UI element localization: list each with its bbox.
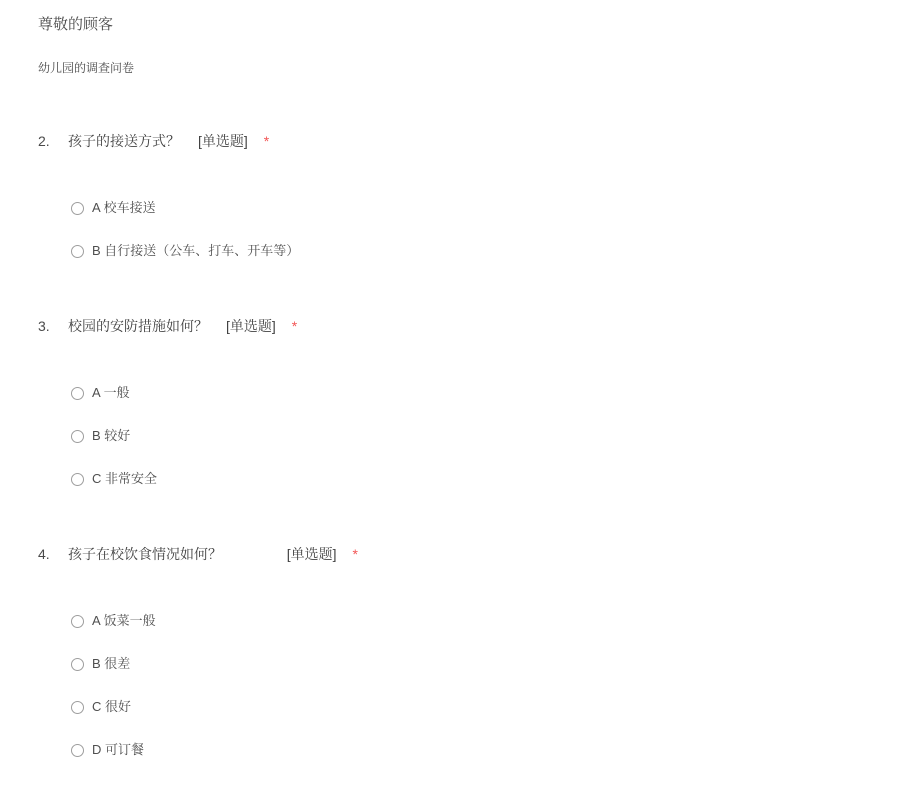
question-options [71, 384, 860, 488]
required-asterisk: * [352, 546, 358, 562]
radio-button-icon[interactable] [71, 245, 84, 258]
radio-button-icon[interactable] [71, 202, 84, 215]
question-options [71, 199, 860, 260]
question-block [38, 317, 860, 488]
option-label[interactable]: B 较好 [92, 428, 131, 443]
question-number: 4. [38, 546, 50, 562]
option-label[interactable]: A 一般 [92, 385, 130, 400]
option-row[interactable] [71, 199, 860, 217]
radio-button-icon[interactable] [71, 430, 84, 443]
question-number: 2. [38, 133, 50, 149]
radio-button-icon[interactable] [71, 473, 84, 486]
question-text: 校园的安防措施如何？ [68, 318, 208, 334]
option-row[interactable] [71, 470, 860, 488]
question-type-tag: [单选题] [226, 318, 276, 334]
option-label[interactable]: C 非常安全 [92, 471, 158, 486]
radio-button-icon[interactable] [71, 744, 84, 757]
option-label[interactable]: B 自行接送（公车、打车、开车等） [92, 243, 300, 258]
option-label[interactable]: A 饭菜一般 [92, 613, 156, 628]
radio-button-icon[interactable] [71, 658, 84, 671]
radio-button-icon[interactable] [71, 615, 84, 628]
option-row[interactable] [71, 427, 860, 445]
question-header [38, 545, 860, 564]
question-text: 孩子在校饮食情况如何？ [68, 546, 269, 562]
question-type-tag: [单选题] [198, 133, 248, 149]
option-label[interactable]: D 可订餐 [92, 742, 145, 757]
question-block [38, 545, 860, 759]
option-label[interactable]: A 校车接送 [92, 200, 156, 215]
option-row[interactable] [71, 242, 860, 260]
question-number: 3. [38, 318, 50, 334]
question-block [38, 132, 860, 260]
form-title: 尊敬的顾客 [38, 16, 114, 33]
question-header [38, 317, 860, 336]
form-subtitle: 幼儿园的调查问卷 [38, 61, 135, 75]
question-header [38, 132, 860, 151]
required-asterisk: * [263, 133, 270, 149]
radio-button-icon[interactable] [71, 701, 84, 714]
question-text: 孩子的接送方式？ [68, 133, 180, 149]
option-row[interactable] [71, 698, 860, 716]
radio-button-icon[interactable] [71, 387, 84, 400]
required-asterisk: * [291, 318, 298, 334]
option-row[interactable] [71, 384, 860, 402]
option-row[interactable] [71, 612, 860, 630]
option-label[interactable]: C 很好 [92, 699, 132, 714]
question-type-tag: [单选题] [286, 546, 337, 562]
option-row[interactable] [71, 655, 860, 673]
question-options [71, 612, 860, 759]
option-label[interactable]: B 很差 [92, 656, 131, 671]
option-row[interactable] [71, 741, 860, 759]
question-list [38, 132, 860, 759]
